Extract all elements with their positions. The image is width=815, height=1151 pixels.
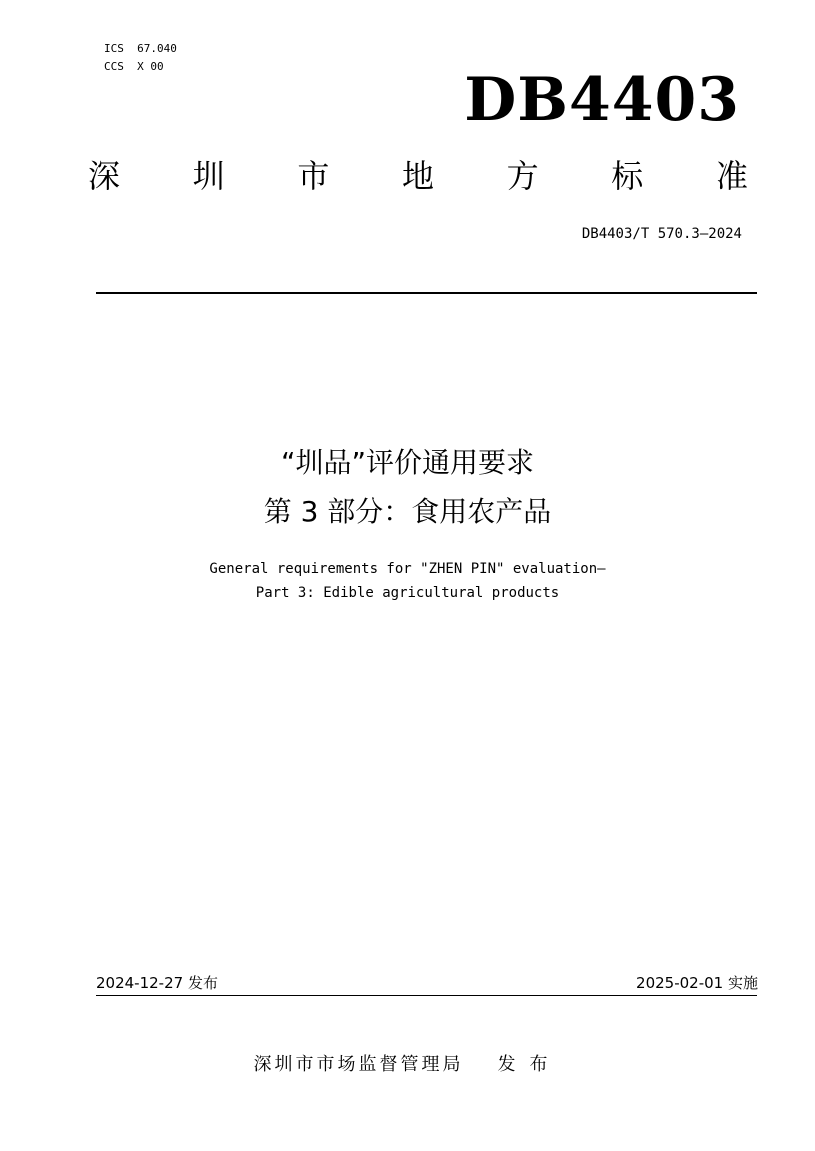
bottom-divider bbox=[96, 995, 757, 996]
classification-codes bbox=[104, 40, 177, 76]
ics-code: ICS 67.040 bbox=[104, 42, 177, 55]
standard-type-char: 方 bbox=[506, 157, 539, 195]
standard-type-char: 圳 bbox=[192, 157, 225, 195]
publish-date: 2024-12-27 发布 bbox=[96, 974, 218, 992]
issue-action: 发布 bbox=[497, 1054, 562, 1075]
standard-type bbox=[88, 154, 748, 198]
issuer bbox=[0, 1052, 815, 1078]
standard-number: DB4403/T 570.3—2024 bbox=[581, 226, 742, 242]
standard-type-char: 深 bbox=[88, 157, 121, 195]
standard-type-char: 地 bbox=[401, 157, 434, 195]
chinese-title-line-2: 第 3 部分：食用农产品 bbox=[263, 495, 552, 528]
chinese-title-line-1: “圳品”评价通用要求 bbox=[280, 446, 534, 479]
standard-type-char: 市 bbox=[297, 157, 330, 195]
standard-type-char: 标 bbox=[611, 157, 644, 195]
implementation-date: 2025-02-01 实施 bbox=[636, 974, 758, 992]
standard-type-char: 准 bbox=[715, 157, 748, 195]
english-title-line-2: Part 3: Edible agricultural products bbox=[255, 585, 560, 601]
standard-code: DB4403 bbox=[464, 65, 740, 135]
english-title-line-1: General requirements for "ZHEN PIN" evaluation— bbox=[209, 561, 606, 577]
ccs-code: CCS X 00 bbox=[104, 60, 164, 73]
issuing-authority: 深圳市市场监督管理局 bbox=[253, 1054, 464, 1075]
top-divider bbox=[96, 292, 757, 294]
